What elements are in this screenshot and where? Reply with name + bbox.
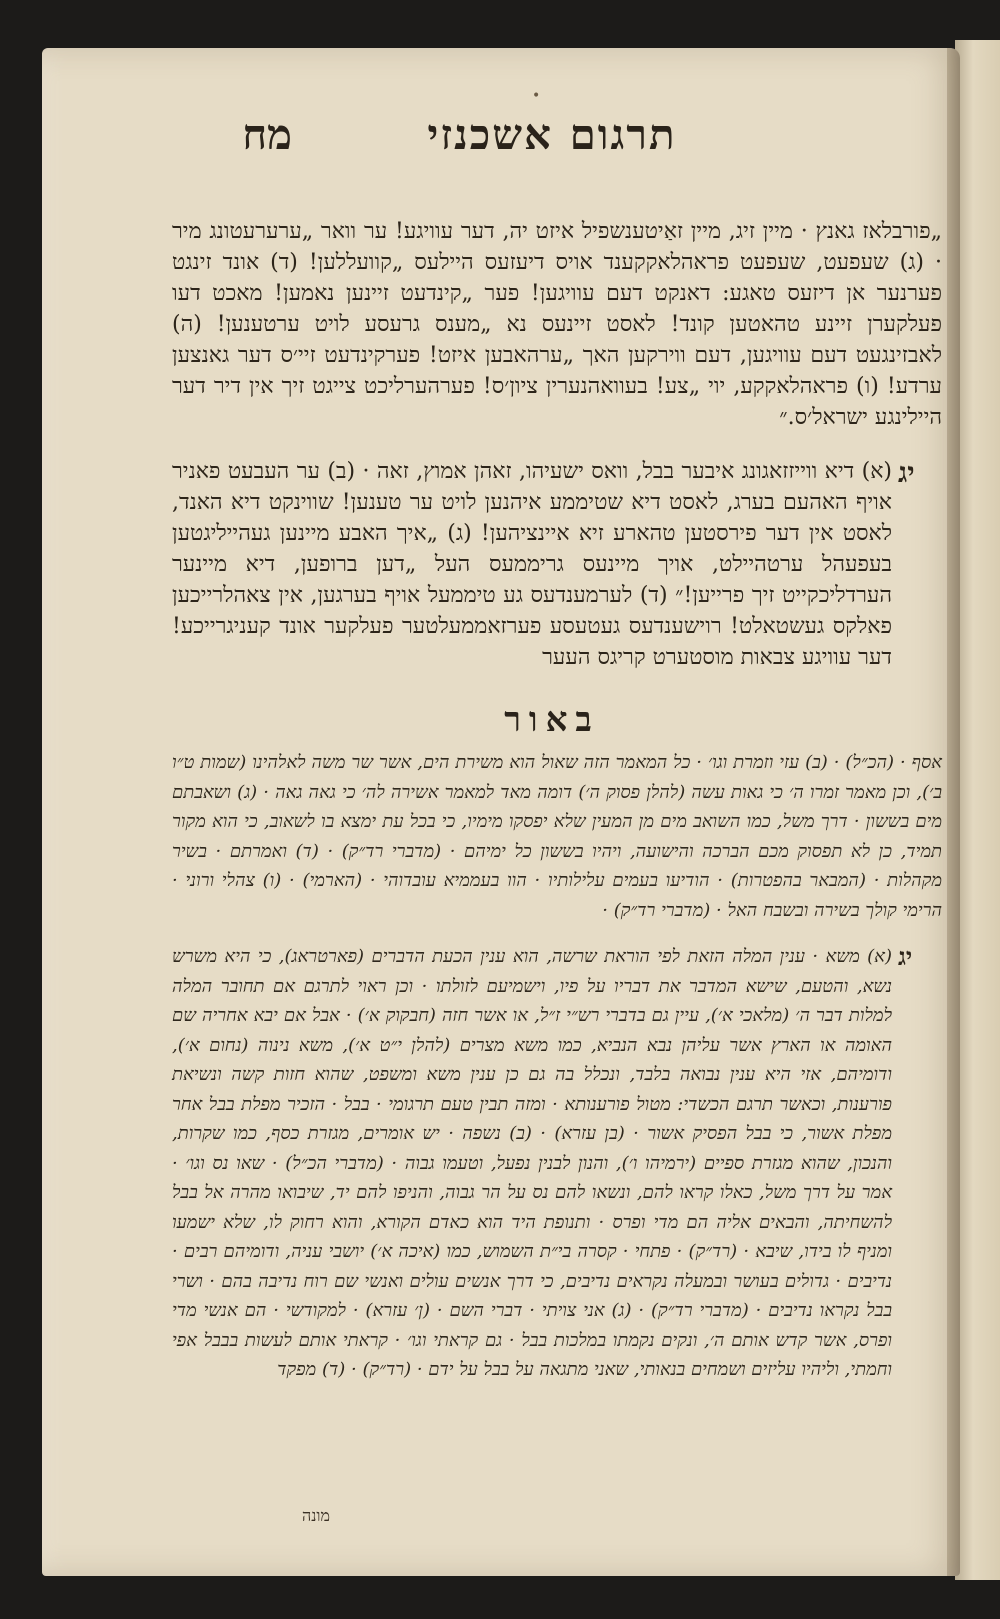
biur-section-1: אסף · (הכ״ל) · (ב) עזי וזמרת וגו׳ · כל המאמר הזה שאול הוא משירת הים, אשר שר משה לאלהינו (שמות ט״ו ב׳), וכן מאמר זמרו ה׳ כי גאות עשה (להלן פסוק ה׳) דומה מאד למאמר אשירה לה׳ כי גאה גאה · (ג) ושאבתם מים בששון · דרך משל, כמו השואב מים מן המעין שלא יפסקו מימיו, כי בכל עת ימצא בו לשאוב, כי הוא מקור תמיד, כן לא תפסוק מכם הברכה והישועה, ויהיו בששון כל ימיהם · (מדברי רד״ק) · (ד) ואמרתם · בשיר מקהלות · (המבאר בהפטרות) · הודיעו בעמים עלילותיו · הוו בעממיא עובדוהי · (הארמי) · (ו) צהלי ורוני · הרימי קולך בשירה ובשבח האל · (מדברי רד״ק) · (172, 752, 942, 921)
page-header (102, 110, 912, 188)
biur-heading: באור (504, 700, 600, 740)
catchword: מונה (302, 1506, 330, 1525)
translation-paragraph-2: (א) דיא ווייזזאגונג איבער בבל, וואס ישעיהו, זאהן אמוץ, זאה · (ב) ער העבעט פאניר אויף האהעם בערג, לאסט דיא שטיממע איהנען לויט ער טענען! שווינקט דיא האנד, לאסט אין דער פירסטען טהארע זיא איינציהען! (ג) „איך האבע מיינען געהייליגטען בעפעהל ערטהיילט, אויך מיינעס גריממעס העל „דען ברופען, דיא מיינער הערדליכקייט זיך פרייען!״ (ד) לערמענדעס גע טיממעל אויף בערגען, אין צאהלרייכען פאלקס געשטאלט! רוישענדעס געטעסע פערזאממעלטער פעלקער אונד קעניגרייכע! דער עוויגע צבאות מוסטערט קריגס העער (172, 459, 892, 670)
chapter-number-biur: יג (898, 942, 913, 971)
page-gutter-shadow (947, 48, 960, 1576)
next-leaf-edge (955, 40, 1000, 1580)
chapter-number-translation: יג (898, 456, 915, 489)
printers-dot: • (532, 88, 541, 104)
biur-section-2: (א) משא · ענין המלה הזאת לפי הוראת שרשה, הוא ענין הכעת הדברים (פארטראג), כי היא משרש נשא, והטעם, שישא המדבר את דבריו על פיו, וישמיעם לזולתו · וכן ראוי לתרגם אם תחובר המלה למלות דבר ה׳ (מלאכי א׳), עיין גם בדברי רש״י ז״ל, או אשר חזה (חבקוק א׳) · אבל אם יבא אחריה שם האומה או הארץ אשר עליהן נבא הנביא, כמו משא מצרים (להלן י״ט א׳), משא נינוה (נחום א׳), ודומיהם, אזי היא ענין נבואה בלבד, ונכלל בה גם כן ענין משא ומשפט, שהוא חזות קשה ונשיאת פורענות, וכאשר תרגם הכשדי: מטול פורענותא · ומזה תבין טעם תרגומי · בבל · הזכיר מפלת בבל אחר מפלת אשור, כי בבל הפסיק אשור · (בן עזרא) · (ב) נשפה · יש אומרים, מגזרת כסף, כמו שקרות, והנכון, שהוא מגזרת ספיים (ירמיהו ו׳), והנון לבנין נפעל, וטעמו גבוה · (מדברי הכ״ל) · שאו נס וגו׳ · אמר על דרך משל, כאלו קראו להם, ונשאו להם נס על הר גבוה, והניפו להם יד, שיבואו מהרה אל בבל להשחיתה, והבאים אליה הם מדי ופרס · ותנופת היד הוא כאדם הקורא, והוא רחוק לו, שלא ישמעו ומניף לו בידו, שיבא · (רד״ק) · פתחי · קסרה בי״ת השמוש, כמו (איכה א׳) יושבי עניה, ודומיהם רבים · נדיבים · גדולים בעושר ובמעלה נקראים נדיבים, כי דרך אנשים עולים ואנשי שם רוח נדיבה בהם · ושרי בבל נקראו נדיבים · (מדברי רד״ק) · (ג) אני צויתי · דברי השם · (ן׳ עזרא) · למקודשי · הם אנשי מדי ופרס, אשר קדש אותם ה׳, ונקים נקמתו במלכות בבל · גם קראתי וגו׳ · קראתי אותם לעשות בבבל אפי וחמתי, וליהיו עליזים ושמחים בנאותי, שאני מתגאה על בבל על ידם · (רד״ק) · (ד) מפקד (172, 946, 892, 1380)
running-title: תרגום אשכנזי (427, 110, 677, 159)
folio-number: מח (242, 110, 292, 159)
book-page (42, 48, 960, 1576)
translation-paragraph-1: „פורבלאז גאנץ · מיין זיג, מיין זאַיטענשפיל איזט יה, דער עוויגע! ער וואר „ערערעטונג מיר · (ג) שעפעט, שעפעט פראהלאקקענד אויס דיעזעס היילעס „קוועללען! (ד) אונד זינגט פערנער אן דיזעס טאגע: דאנקט דעם עוויגען! פער „קינדעט זיינען נאמען! מאכט דעו פעלקערן זיינע טהאטען קונד! לאסט זיינעס נא „מענס גרעסע לויט ערטענען! (ה) לאבזינגעט דעם עוויגען, דעם ווירקען האך „ערהאבען איזט! פערקינדעט זיי׳ס דער גאנצען ערדע! (ו) פראהלאקקע, יוי „צע! בעוואהנערין ציון׳ס! פערהערליכט צייגט זיך אין דיר דער היילינגע ישראל׳ס.״ (172, 219, 942, 430)
